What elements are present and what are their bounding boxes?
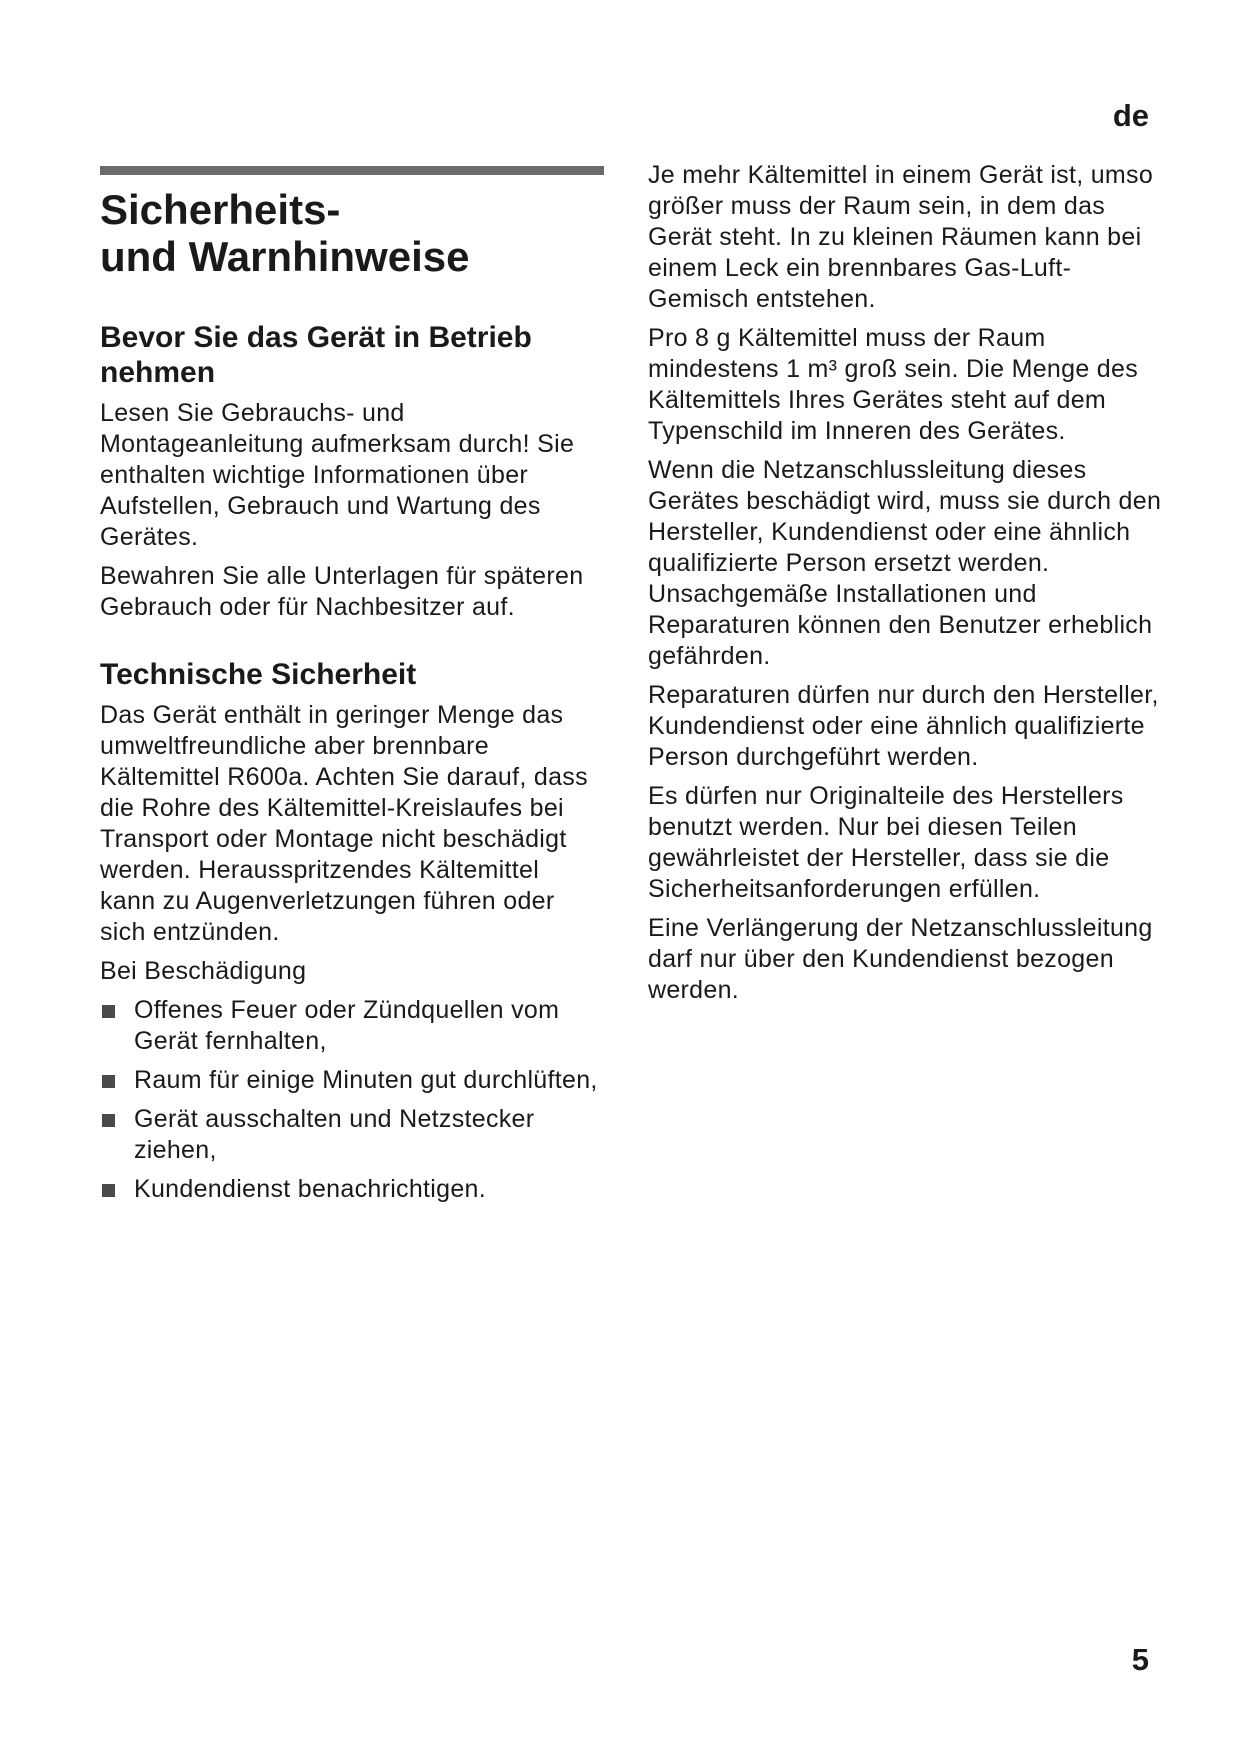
square-bullet-icon xyxy=(102,1184,115,1197)
list-item-text: Offenes Feuer oder Zündquellen vom Gerät fernhalten, xyxy=(134,996,560,1055)
square-bullet-icon xyxy=(102,1114,115,1127)
paragraph-bullet-intro: Bei Beschädigung xyxy=(100,957,307,985)
section-rule xyxy=(100,166,604,175)
paragraph: Das Gerät enthält in geringer Menge das umweltfreundliche aber brennbare Kältemittel R600a. Achten Sie darauf, dass die Rohre des Kältemittel-Kreislaufes bei Transport oder Montage nicht beschädigt werden. Herausspritzendes Kältemittel kann zu Augenverletzungen führen oder sich entzünden. xyxy=(100,701,588,946)
section-heading-before-use: Bevor Sie das Gerät in Betrieb nehmen xyxy=(100,321,532,389)
paragraph: Wenn die Netzanschlussleitung dieses Gerätes beschädigt wird, muss sie durch den Hersteller, Kundendienst oder eine ähnlich qualifizierte Person ersetzt werden. Unsachgemäße Installationen und Reparaturen können den Benutzer erheblich gefährden. xyxy=(648,456,1162,670)
square-bullet-icon xyxy=(102,1005,115,1018)
paragraph: Es dürfen nur Originalteile des Herstellers benutzt werden. Nur bei diesen Teilen gewährleistet der Hersteller, dass sie die Sicherheitsanforderungen erfüllen. xyxy=(648,782,1124,903)
page-title xyxy=(100,186,600,280)
list-item-text: Raum für einige Minuten gut durchlüften, xyxy=(134,1066,598,1094)
paragraph: Lesen Sie Gebrauchs- und Montageanleitung aufmerksam durch! Sie enthalten wichtige Informationen über Aufstellen, Gebrauch und Wartung des Gerätes. xyxy=(100,399,575,551)
paragraph: Bewahren Sie alle Unterlagen für späteren Gebrauch oder für Nachbesitzer auf. xyxy=(100,562,584,621)
page-title-line-2: und Warnhinweise xyxy=(100,233,470,280)
list-item-text: Kundendienst benachrichtigen. xyxy=(134,1175,487,1203)
list-item xyxy=(100,1174,600,1205)
list-item xyxy=(100,1104,600,1166)
paragraph: Eine Verlängerung der Netzanschlussleitung darf nur über den Kundendienst bezogen werden. xyxy=(648,914,1153,1004)
left-column xyxy=(100,186,600,1213)
paragraph: Reparaturen dürfen nur durch den Hersteller, Kundendienst oder eine ähnlich qualifizierte Person durchgeführt werden. xyxy=(648,681,1159,771)
list-item xyxy=(100,995,600,1057)
square-bullet-icon xyxy=(102,1075,115,1088)
page-number: 5 xyxy=(1131,1642,1149,1677)
list-item xyxy=(100,1065,600,1096)
section-heading-technical-safety: Technische Sicherheit xyxy=(100,658,417,691)
right-column xyxy=(648,160,1168,1014)
page-title-line-1: Sicherheits- xyxy=(100,186,341,233)
bullet-list xyxy=(100,995,600,1205)
paragraph: Pro 8 g Kältemittel muss der Raum mindestens 1 m³ groß sein. Die Menge des Kältemittels Ihres Gerätes steht auf dem Typenschild im Inneren des Gerätes. xyxy=(648,324,1138,445)
list-item-text: Gerät ausschalten und Netzstecker ziehen, xyxy=(134,1105,535,1164)
language-code: de xyxy=(1112,98,1149,133)
paragraph: Je mehr Kältemittel in einem Gerät ist, umso größer muss der Raum sein, in dem das Gerät steht. In zu kleinen Räumen kann bei einem Leck ein brennbares Gas-Luft-Gemisch entstehen. xyxy=(648,161,1154,313)
